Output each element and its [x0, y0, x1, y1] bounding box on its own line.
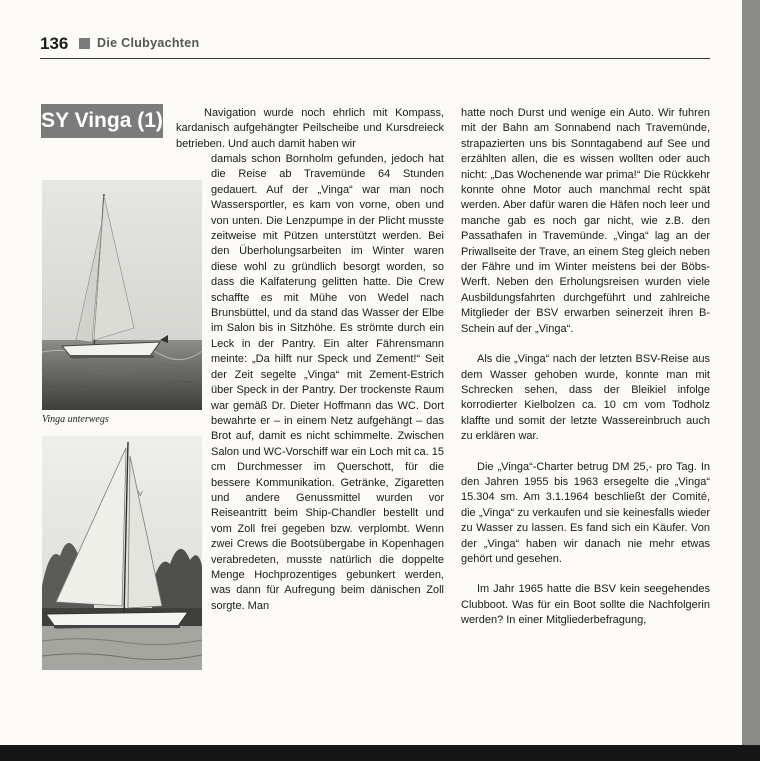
paragraph: Als die „Vinga“ nach der letzten BSV-Reise aus dem Wasser gehoben wurde, konnte man mit Schrecken sehen, dass der Bleikiel infolge korrodierter Kielbolzen ca. 10 cm vom Todholz klaffte und somit der letzte Wassereinbruch auch zu erklären war. [461, 353, 710, 443]
section-title: Die Clubyachten [97, 36, 200, 50]
body-text-intro [176, 106, 444, 152]
body-text-middle-column [211, 152, 444, 614]
body-text-right-column [461, 106, 710, 644]
paragraph: Navigation wurde noch ehrlich mit Kompass, kardanisch aufgehängter Peilscheibe und Kursdreieck betrieben. Und auch damit haben wir [176, 107, 444, 150]
page-number: 136 [40, 34, 69, 53]
page-edge-shadow [742, 0, 760, 745]
sailboat-harbor-photo [42, 436, 202, 670]
paragraph: Die „Vinga“-Charter betrug DM 25,- pro Tag. In den Jahren 1955 bis 1963 ersegelte die „Vinga“ 15.304 sm. Am 3.1.1964 beschließt der Comité, die „Vinga“ zu verkaufen und sie keinesfalls wieder zu Wasser zu lassen. Es fand sich ein Käufer. Von der „Vinga“ haben wir danach nie mehr etwas gehört und gesehen. [461, 460, 710, 565]
paragraph: hatte noch Durst und wenige ein Auto. Wir fuhren mit der Bahn am Sonnabend nach Travemünde, strapazierten uns bis Sonntagabend auf See und erzählten allen, die es wissen wollten oder auch nicht: „Das Wochenende war prima!“ Die Rückkehr konnte ohne Motor auch manchmal recht spät werden. Aber dafür waren die Häfen noch leer und manche gab es noch gar nicht, wie z.B. den Passathafen in Travemünde. „Vinga“ lag an der Priwallseite der Trave, an einem Steg gleich neben der Fähre und im Winter meistens bei der Böbs-Werft. Neben den Erholungsreisen wurden viele Ausbildungsfahrten durchgeführt und zahlreiche Mitglieder der BSV erwarben seinerzeit ihren B-Schein auf der „Vinga“. [461, 107, 710, 335]
sailboat-at-sea-image [42, 180, 202, 410]
chapter-badge: SY Vinga (1) [41, 104, 163, 138]
svg-text:V: V [138, 491, 143, 498]
paragraph: damals schon Bornholm gefunden, jedoch hat die Reise ab Travemünde 64 Stunden gedauert. Auf der „Vinga“ war man noch Wassersportler, es kam von vorne, oben und von unten. Die Lenzpumpe in der Plicht musste zeitweise mit Pützen unterstützt werden. Bei den Überholungsarbeiten im Winter waren diese wohl zu gründlich besorgt worden, so dass die Kalfaterung gelitten hatte. Die Crew schaffte es mit Mühe von Wedel nach Brunsbüttel, und da stand das Wasser der Elbe im Salon bis in Sitzhöhe. Es strömte durch ein Leck in der Pantry. Ein alter Fährensmann meinte: „Da hilft nur Speck und Zement!“ Seit der Zeit segelte „Vinga“ mit Zement-Estrich über Speck in der Pantry. Der trockenste Raum war gemäß Dr. Dieter Hoffmann das WC. Dort bewahrte er – in einem Netz aufgehängt – das Brot auf, damit es nicht schimmelte. Zwischen Salon und WC-Vorschiff war ein Loch mit ca. 15 cm Durchmesser im Querschott, für die bessere Kommunikation. Getränke, Zigaretten und andere Genussmittel wurden vor Reiseantritt beim Ship-Chandler bestellt und vom Zoll frei gegeben bzw. verplombt. Wenn zwei Crews die Bootsübergabe in Kopenhagen verabredeten, musste natürlich die doppelte Menge Hochprozentiges gebunkert werden, was dann für Aufregung beim dänischen Zoll sorgte. Man [211, 153, 444, 612]
page-header [40, 34, 710, 59]
photo-caption: Vinga unterwegs [42, 414, 109, 425]
paragraph: Im Jahr 1965 hatte die BSV kein seegehendes Clubboot. Was für ein Boot sollte die Nachfolgerin werden? In einer Mitgliederbefragung, [461, 583, 710, 627]
scan-bottom-border [0, 745, 760, 761]
sailboat-shore-image [42, 436, 202, 670]
header-square-marker [79, 38, 90, 49]
sailboat-photo [42, 180, 202, 410]
